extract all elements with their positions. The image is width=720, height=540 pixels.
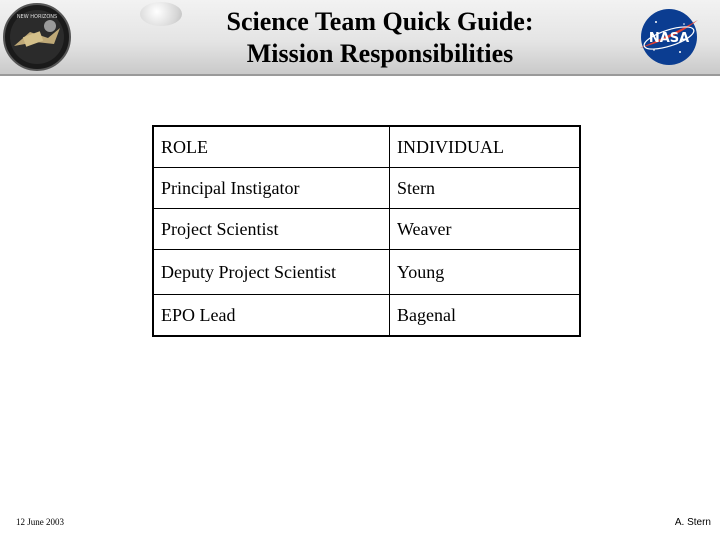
table-row [153,295,580,337]
mission-logo-text: NEW HORIZONS [16,14,58,20]
table-header-row [153,126,580,168]
role-cell: Project Scientist [153,209,390,250]
header-cell-role: ROLE [153,126,390,168]
new-horizons-mission-logo [2,2,72,72]
individual-cell: Weaver [390,209,581,250]
title-line-2: Mission Responsibilities [246,39,514,68]
responsibilities-table [152,125,581,337]
header-cell-individual: INDIVIDUAL [390,126,581,168]
role-cell: Principal Instigator [153,168,390,209]
table-row [153,209,580,250]
table-row [153,168,580,209]
individual-cell: Young [390,250,581,295]
nasa-logo-text: NASA [648,31,690,46]
footer-author: A. Stern [674,517,711,528]
footer-date: 12 June 2003 [16,517,64,527]
nasa-meatball-logo [636,4,702,70]
table-row [153,250,580,295]
individual-cell: Bagenal [390,295,581,337]
role-cell: Deputy Project Scientist [153,250,390,295]
individual-cell: Stern [390,168,581,209]
role-cell: EPO Lead [153,295,390,337]
title-line-1: Science Team Quick Guide: [226,7,534,36]
slide-title [160,6,600,70]
